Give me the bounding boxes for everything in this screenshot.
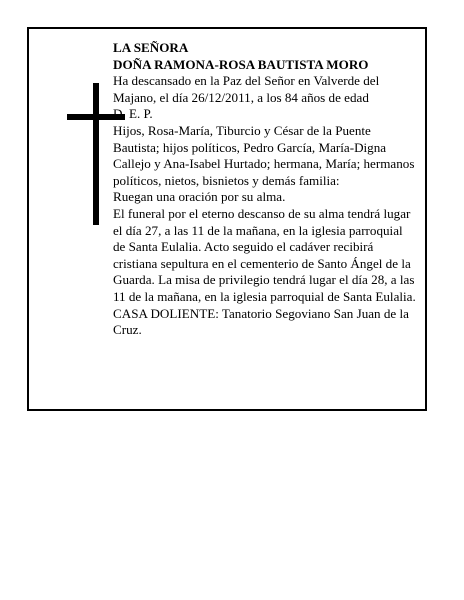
family-list: Hijos, Rosa-María, Tiburcio y César de la Puente Bautista; hijos políticos, Pedro García, María-Digna Callejo y Ana-Isabel Hurtado; hermana, María; hermanos políticos, nietos, bisnietos y demás familia:	[113, 122, 415, 188]
mourning-house: CASA DOLIENTE: Tanatorio Segoviano San Juan de la Cruz.	[113, 305, 409, 338]
dep-text: D. E. P.	[113, 106, 153, 122]
cross-icon	[93, 83, 99, 225]
heading-title: LA SEÑORA	[113, 40, 189, 55]
prayer-request: Ruegan una oración por su alma.	[113, 189, 286, 205]
obituary-text	[113, 40, 418, 339]
funeral-details: El funeral por el eterno descanso de su alma tendrá lugar el día 27, a las 11 de la mañana, en la iglesia parroquial de Santa Eulalia. Acto seguido el cadáver recibirá cristiana sepultura en el cementerio de Santo Ángel de la Guarda. La misa de privilegio tendrá lugar el día 28, a las 11 de la mañana, en la iglesia parroquial de Santa Eulalia.	[113, 205, 416, 304]
deceased-name: DOÑA RAMONA-ROSA BAUTISTA MORO	[113, 56, 369, 72]
death-announcement: Ha descansado en la Paz del Señor en Valverde del Majano, el día 26/12/2011, a los 84 años de edad	[113, 73, 380, 105]
